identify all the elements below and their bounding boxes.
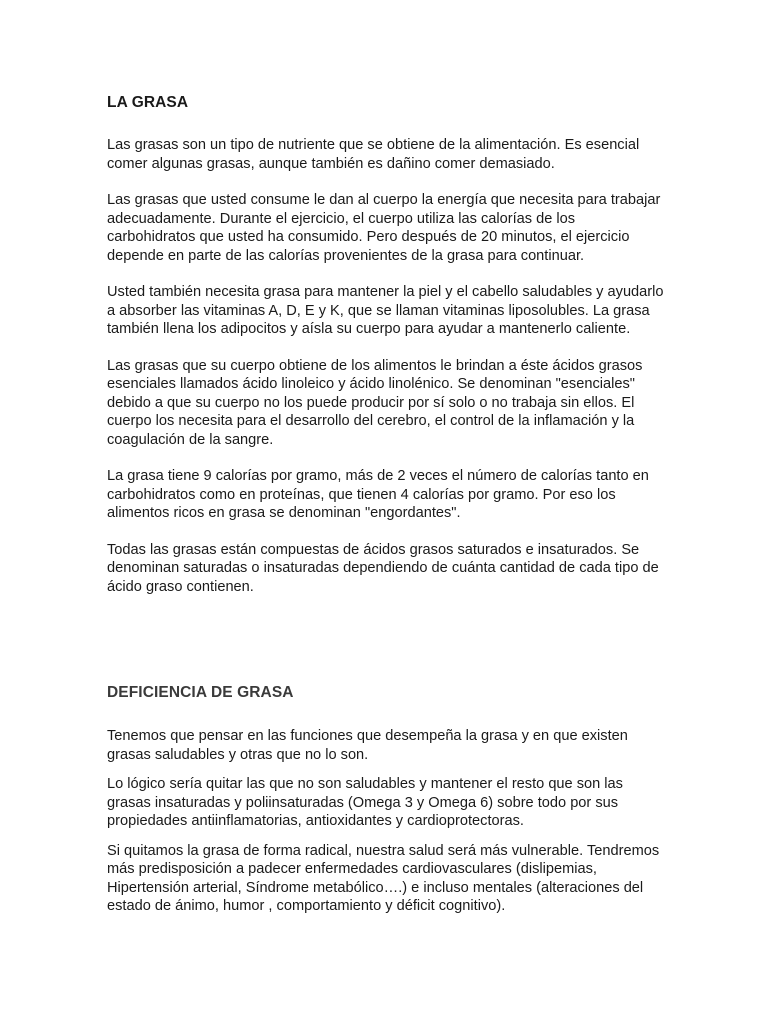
section-body-la-grasa bbox=[107, 136, 667, 614]
section-title-deficiencia-de-grasa: DEFICIENCIA DE GRASA bbox=[107, 684, 294, 701]
paragraph: Todas las grasas están compuestas de ácidos grasos saturados e insaturados. Se denominan saturadas o insaturadas dependiendo de cuánta cantidad de cada tipo de ácido graso contienen. bbox=[107, 541, 659, 595]
paragraph: Las grasas que usted consume le dan al cuerpo la energía que necesita para trabajar adecuadamente. Durante el ejercicio, el cuerpo utiliza las calorías de los carbohidratos que usted ha consumido. Pero después de 20 minutos, el ejercicio depende en parte de las calorías provenientes de la grasa para continuar. bbox=[107, 192, 661, 264]
paragraph: Lo lógico sería quitar las que no son saludables y mantener el resto que son las grasas insaturadas y poliinsaturadas (Omega 3 y Omega 6) sobre todo por sus propiedades antiinflamatorias, antioxidantes y cardioprotectoras. bbox=[107, 776, 623, 829]
paragraph: Las grasas son un tipo de nutriente que se obtiene de la alimentación. Es esencial comer algunas grasas, aunque también es dañino comer demasiado. bbox=[107, 137, 640, 172]
paragraph: Las grasas que su cuerpo obtiene de los alimentos le brindan a éste ácidos grasos esenciales llamados ácido linoleico y ácido linolénico. Se denominan "esenciales" debido a que su cuerpo no los puede producir por sí solo o no trabaja sin ellos. El cuerpo los necesita para el desarrollo del cerebro, el control de la inflamación y la coagulación de la sangre. bbox=[107, 357, 643, 448]
paragraph: Tenemos que pensar en las funciones que desempeña la grasa y en que existen grasas saludables y otras que no lo son. bbox=[107, 728, 628, 763]
section-body-deficiencia-de-grasa bbox=[107, 727, 667, 927]
paragraph: Usted también necesita grasa para mantener la piel y el cabello saludables y ayudarlo a absorber las vitaminas A, D, E y K, que se llaman vitaminas liposolubles. La grasa también llena los adipocitos y aísla su cuerpo para ayudar a mantenerlo caliente. bbox=[107, 284, 664, 337]
paragraph: Si quitamos la grasa de forma radical, nuestra salud será más vulnerable. Tendremos más predisposición a padecer enfermedades cardiovasculares (dislipemias, Hipertensión arterial, Síndrome metabólico….) e incluso mentales (alteraciones del estado de ánimo, humor , comportamiento y déficit cognitivo). bbox=[107, 842, 660, 914]
paragraph: La grasa tiene 9 calorías por gramo, más de 2 veces el número de calorías tanto en carbohidratos como en proteínas, que tienen 4 calorías por gramo. Por eso los alimentos ricos en grasa se denominan "engordantes". bbox=[107, 468, 649, 521]
section-title-la-grasa: LA GRASA bbox=[107, 94, 189, 111]
